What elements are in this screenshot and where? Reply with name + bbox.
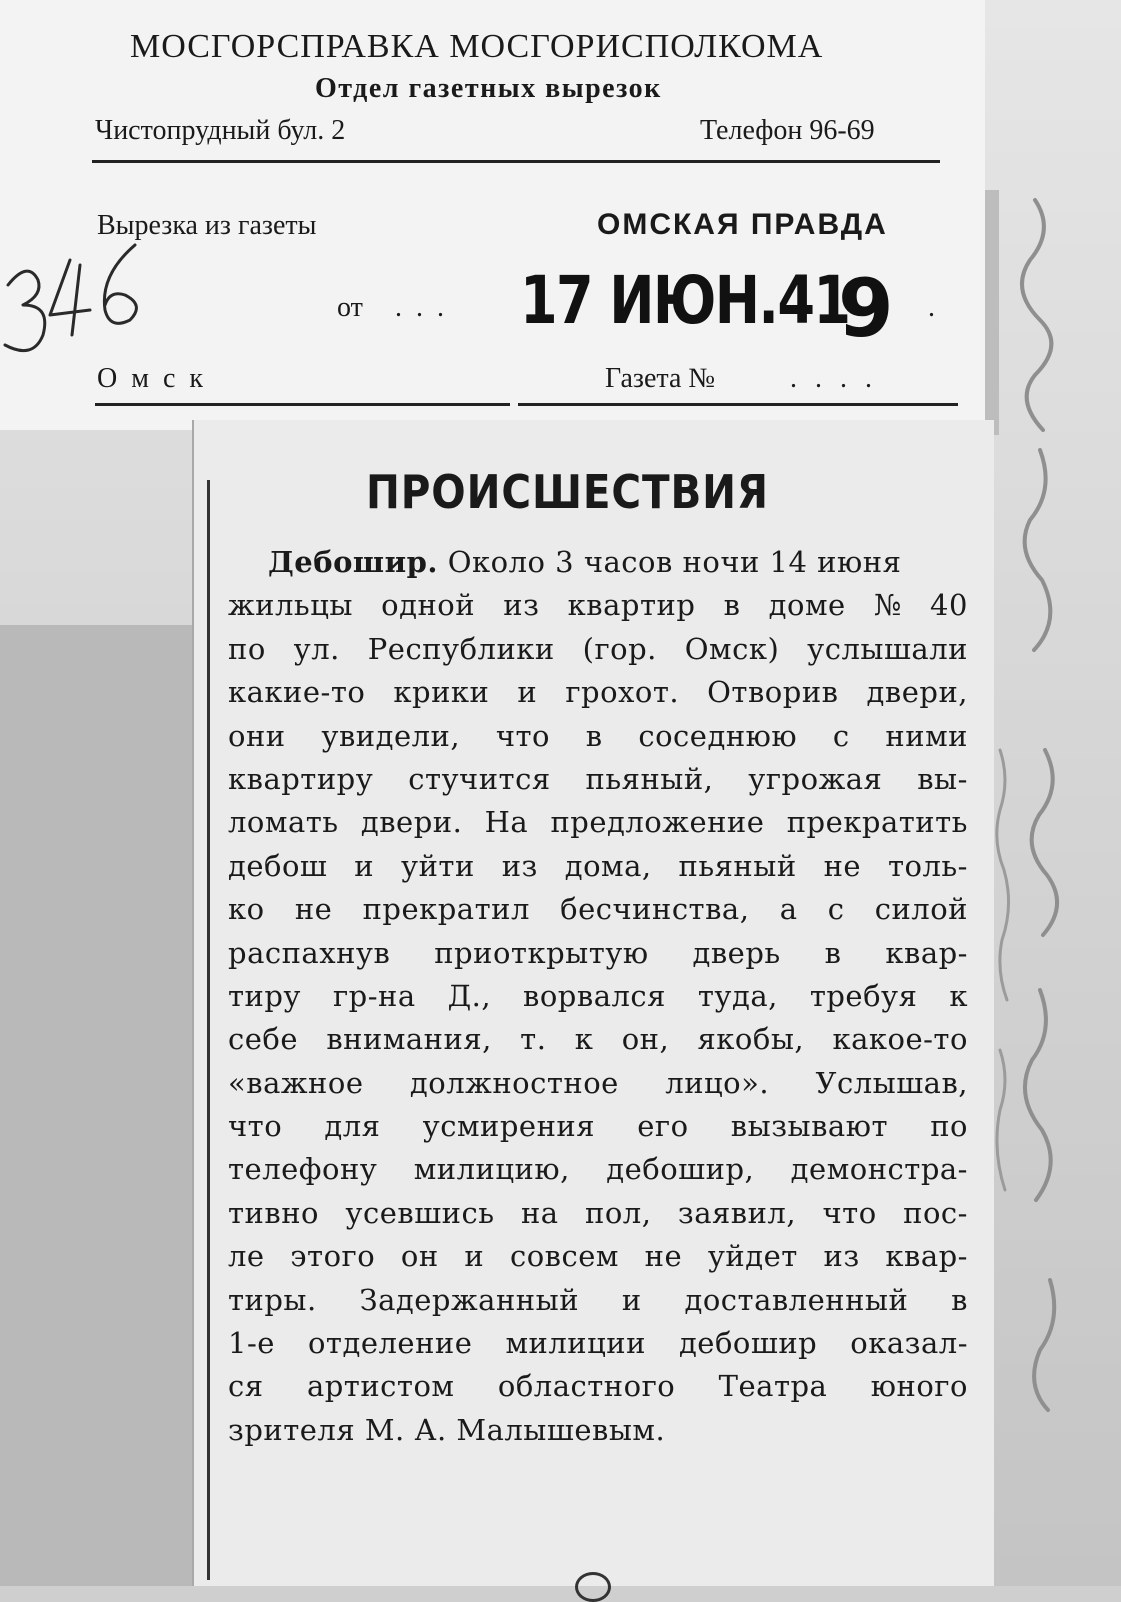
article-line bbox=[228, 1239, 968, 1282]
slip-edge-shadow bbox=[985, 190, 999, 435]
article-word: соседнюю bbox=[638, 718, 798, 753]
department-name: Отдел газетных вырезок bbox=[315, 73, 662, 104]
article-line bbox=[228, 632, 968, 675]
article-word: пол, bbox=[585, 1195, 652, 1230]
article-line bbox=[228, 1326, 968, 1369]
article-word: что bbox=[228, 1109, 283, 1144]
article-word: 1-е bbox=[228, 1326, 275, 1361]
article-word: для bbox=[324, 1109, 381, 1144]
article-word: должностное bbox=[409, 1065, 619, 1100]
article-word: он bbox=[400, 1239, 439, 1274]
article-word: 40 bbox=[930, 588, 968, 623]
column-rule bbox=[207, 480, 210, 1580]
article-word: не bbox=[644, 1239, 683, 1274]
article-word: пьяный, bbox=[585, 761, 714, 796]
article-line bbox=[228, 1369, 968, 1412]
article-word: Республики bbox=[367, 631, 555, 666]
article-word: двери, bbox=[866, 675, 968, 710]
article-word: требуя bbox=[809, 978, 918, 1013]
article-word: а bbox=[779, 892, 798, 927]
article-word: жильцы bbox=[228, 588, 353, 623]
article-line bbox=[228, 1022, 968, 1065]
article-word: доме bbox=[768, 588, 846, 623]
article-line bbox=[228, 1196, 968, 1239]
phone-number: Телефон 96-69 bbox=[700, 115, 875, 146]
article-word: артистом bbox=[306, 1369, 455, 1404]
article-word: силой bbox=[874, 892, 968, 927]
article-word: Услышав, bbox=[815, 1065, 968, 1100]
date-stamp: 17 ИЮН.41 bbox=[520, 262, 850, 339]
article-word: предложение bbox=[550, 805, 765, 840]
date-stamp-year: 9 bbox=[838, 262, 894, 355]
article-word: (гор. bbox=[582, 631, 657, 666]
article-word: стучится bbox=[408, 761, 551, 796]
article-word: по bbox=[930, 1109, 968, 1144]
article-word: гр-на bbox=[332, 978, 416, 1013]
article-line bbox=[228, 805, 968, 848]
article-word: и bbox=[621, 1282, 642, 1317]
article-line bbox=[228, 762, 968, 805]
article-line-text: Около 3 часов ночи 14 июня bbox=[447, 545, 902, 579]
article-word: он, bbox=[621, 1022, 670, 1057]
article-word: не bbox=[294, 892, 333, 927]
divider-line-left bbox=[95, 403, 510, 406]
city-name: Омск bbox=[97, 363, 217, 394]
article-word: № bbox=[873, 588, 902, 623]
article-word: ся bbox=[228, 1369, 264, 1404]
article-word: квар- bbox=[885, 1239, 968, 1274]
article-word: дебошир bbox=[678, 1326, 818, 1361]
article-word: к bbox=[949, 978, 968, 1013]
article-word: внимания, bbox=[326, 1022, 492, 1057]
article-word: дебош bbox=[228, 848, 328, 883]
article-word: приоткрытую bbox=[434, 935, 649, 970]
article-word: пьяный bbox=[678, 848, 797, 883]
article-word: увидели, bbox=[321, 718, 461, 753]
article-word: ле bbox=[228, 1239, 265, 1274]
article-word: крики bbox=[393, 675, 490, 710]
article-word: что bbox=[822, 1195, 877, 1230]
article-word: Омск) bbox=[684, 631, 780, 666]
article-line bbox=[228, 1066, 968, 1109]
article-word: ними bbox=[885, 718, 968, 753]
dot-leader-end: . bbox=[928, 292, 935, 323]
handwritten-number bbox=[0, 240, 170, 370]
article-word: «важное bbox=[228, 1065, 364, 1100]
article-word: заявил, bbox=[677, 1195, 797, 1230]
article-word: одной bbox=[381, 588, 476, 623]
article-word: ко bbox=[228, 892, 265, 927]
article-word: толь- bbox=[887, 848, 968, 883]
handwriting-scribble bbox=[995, 190, 1105, 1490]
article-word: его bbox=[637, 1109, 689, 1144]
divider-line-right bbox=[518, 403, 958, 406]
article-word: На bbox=[484, 805, 529, 840]
article-word: усмирения bbox=[422, 1109, 596, 1144]
article-word: телефону bbox=[228, 1152, 378, 1187]
article-word: юного bbox=[870, 1369, 968, 1404]
article-word: бесчинства, bbox=[560, 892, 750, 927]
organization-name: МОСГОРСПРАВКА МОСГОРИСПОЛКОМА bbox=[130, 28, 824, 65]
clip-from-label: Вырезка из газеты bbox=[97, 210, 317, 241]
article-word: к bbox=[574, 1022, 594, 1057]
article-word: туда, bbox=[697, 978, 778, 1013]
article-word: дома, bbox=[564, 848, 652, 883]
article-word: уйти bbox=[401, 848, 475, 883]
article-word: какое-то bbox=[832, 1022, 968, 1057]
article-word: двери. bbox=[360, 805, 463, 840]
article-word: тиру bbox=[228, 978, 301, 1013]
article-word: усевшись bbox=[345, 1195, 495, 1230]
article-word: милиции bbox=[505, 1326, 646, 1361]
article-word: на bbox=[520, 1195, 559, 1230]
article-word: из bbox=[823, 1239, 860, 1274]
article-line bbox=[228, 979, 968, 1022]
cut-off-mark bbox=[575, 1572, 611, 1602]
board-shadow-area bbox=[0, 625, 200, 1586]
issue-number-label: Газета № bbox=[605, 363, 716, 394]
date-from-label: от bbox=[337, 292, 363, 323]
article-word: квартир bbox=[567, 588, 696, 623]
article-word: в bbox=[585, 718, 603, 753]
article-line bbox=[228, 849, 968, 892]
article-word: что bbox=[495, 718, 551, 753]
article-word: с bbox=[832, 718, 850, 753]
article-word: в bbox=[824, 935, 842, 970]
newspaper-name: ОМСКАЯ ПРАВДА bbox=[597, 208, 888, 241]
article-word: т. bbox=[520, 1022, 547, 1057]
article-word: распахнув bbox=[228, 935, 391, 970]
article-line bbox=[228, 936, 968, 979]
article-line bbox=[228, 892, 968, 935]
article-word: ломать bbox=[228, 805, 339, 840]
article-word: вы- bbox=[917, 761, 968, 796]
article-line bbox=[228, 675, 968, 718]
article-line bbox=[228, 1109, 968, 1152]
article-word: они bbox=[228, 718, 286, 753]
article-word: в bbox=[723, 588, 741, 623]
divider-line bbox=[92, 160, 940, 163]
article-line bbox=[228, 545, 968, 588]
article-word: Задержанный bbox=[359, 1282, 580, 1317]
article-word: с bbox=[827, 892, 845, 927]
dot-leader: ... bbox=[395, 292, 458, 323]
article-line bbox=[228, 1283, 968, 1326]
article-word: какие-то bbox=[228, 675, 366, 710]
article-word: грохот. bbox=[565, 675, 680, 710]
article-line bbox=[228, 1152, 968, 1195]
article-word: совсем bbox=[509, 1239, 619, 1274]
article-lead-word: Дебошир. bbox=[268, 545, 438, 579]
article-word: из bbox=[501, 848, 538, 883]
article-word: в bbox=[951, 1282, 968, 1317]
article-word: тивно bbox=[228, 1195, 319, 1230]
article-word: не bbox=[823, 848, 862, 883]
address: Чистопрудный бул. 2 bbox=[95, 115, 346, 146]
article-word: этого bbox=[290, 1239, 376, 1274]
article-word: Д., bbox=[447, 978, 492, 1013]
article-word: дебошир, bbox=[606, 1152, 755, 1187]
issue-dot-leader: .... bbox=[790, 363, 890, 394]
article-line-text: зрителя М. А. Малышевым. bbox=[228, 1412, 666, 1447]
article-line bbox=[228, 588, 968, 631]
article-word: угрожая bbox=[748, 761, 883, 796]
article-word: дверь bbox=[692, 935, 781, 970]
article-word: демонстра- bbox=[790, 1152, 968, 1187]
article-word: и bbox=[354, 848, 375, 883]
article-word: оказал- bbox=[850, 1326, 968, 1361]
article-word: якобы, bbox=[697, 1022, 805, 1057]
article-word: милицию, bbox=[413, 1152, 570, 1187]
article-word: пос- bbox=[903, 1195, 968, 1230]
article-word: ул. bbox=[293, 631, 340, 666]
article-word: уйдет bbox=[707, 1239, 798, 1274]
article-headline: ПРОИСШЕСТВИЯ bbox=[366, 465, 769, 519]
article-word: и bbox=[464, 1239, 485, 1274]
article-word: лицо». bbox=[665, 1065, 770, 1100]
article-word: и bbox=[517, 675, 538, 710]
article-word: по bbox=[228, 631, 266, 666]
article-word: доставленный bbox=[684, 1282, 909, 1317]
article-word: услышали bbox=[807, 631, 968, 666]
article-word: ворвался bbox=[523, 978, 666, 1013]
article-word: прекратить bbox=[786, 805, 968, 840]
article-word: вызывают bbox=[730, 1109, 888, 1144]
article-line bbox=[228, 1413, 968, 1456]
article-line bbox=[228, 719, 968, 762]
article-word: квар- bbox=[885, 935, 968, 970]
article-word: Отворив bbox=[707, 675, 839, 710]
article-word: Театра bbox=[718, 1369, 828, 1404]
article-word: из bbox=[503, 588, 540, 623]
article-body bbox=[228, 545, 968, 1456]
article-word: квартиру bbox=[228, 761, 374, 796]
article-word: отделение bbox=[307, 1326, 473, 1361]
article-word: прекратил bbox=[362, 892, 530, 927]
article-word: областного bbox=[497, 1369, 676, 1404]
article-word: себе bbox=[228, 1022, 299, 1057]
article-word: тиры. bbox=[228, 1282, 317, 1317]
